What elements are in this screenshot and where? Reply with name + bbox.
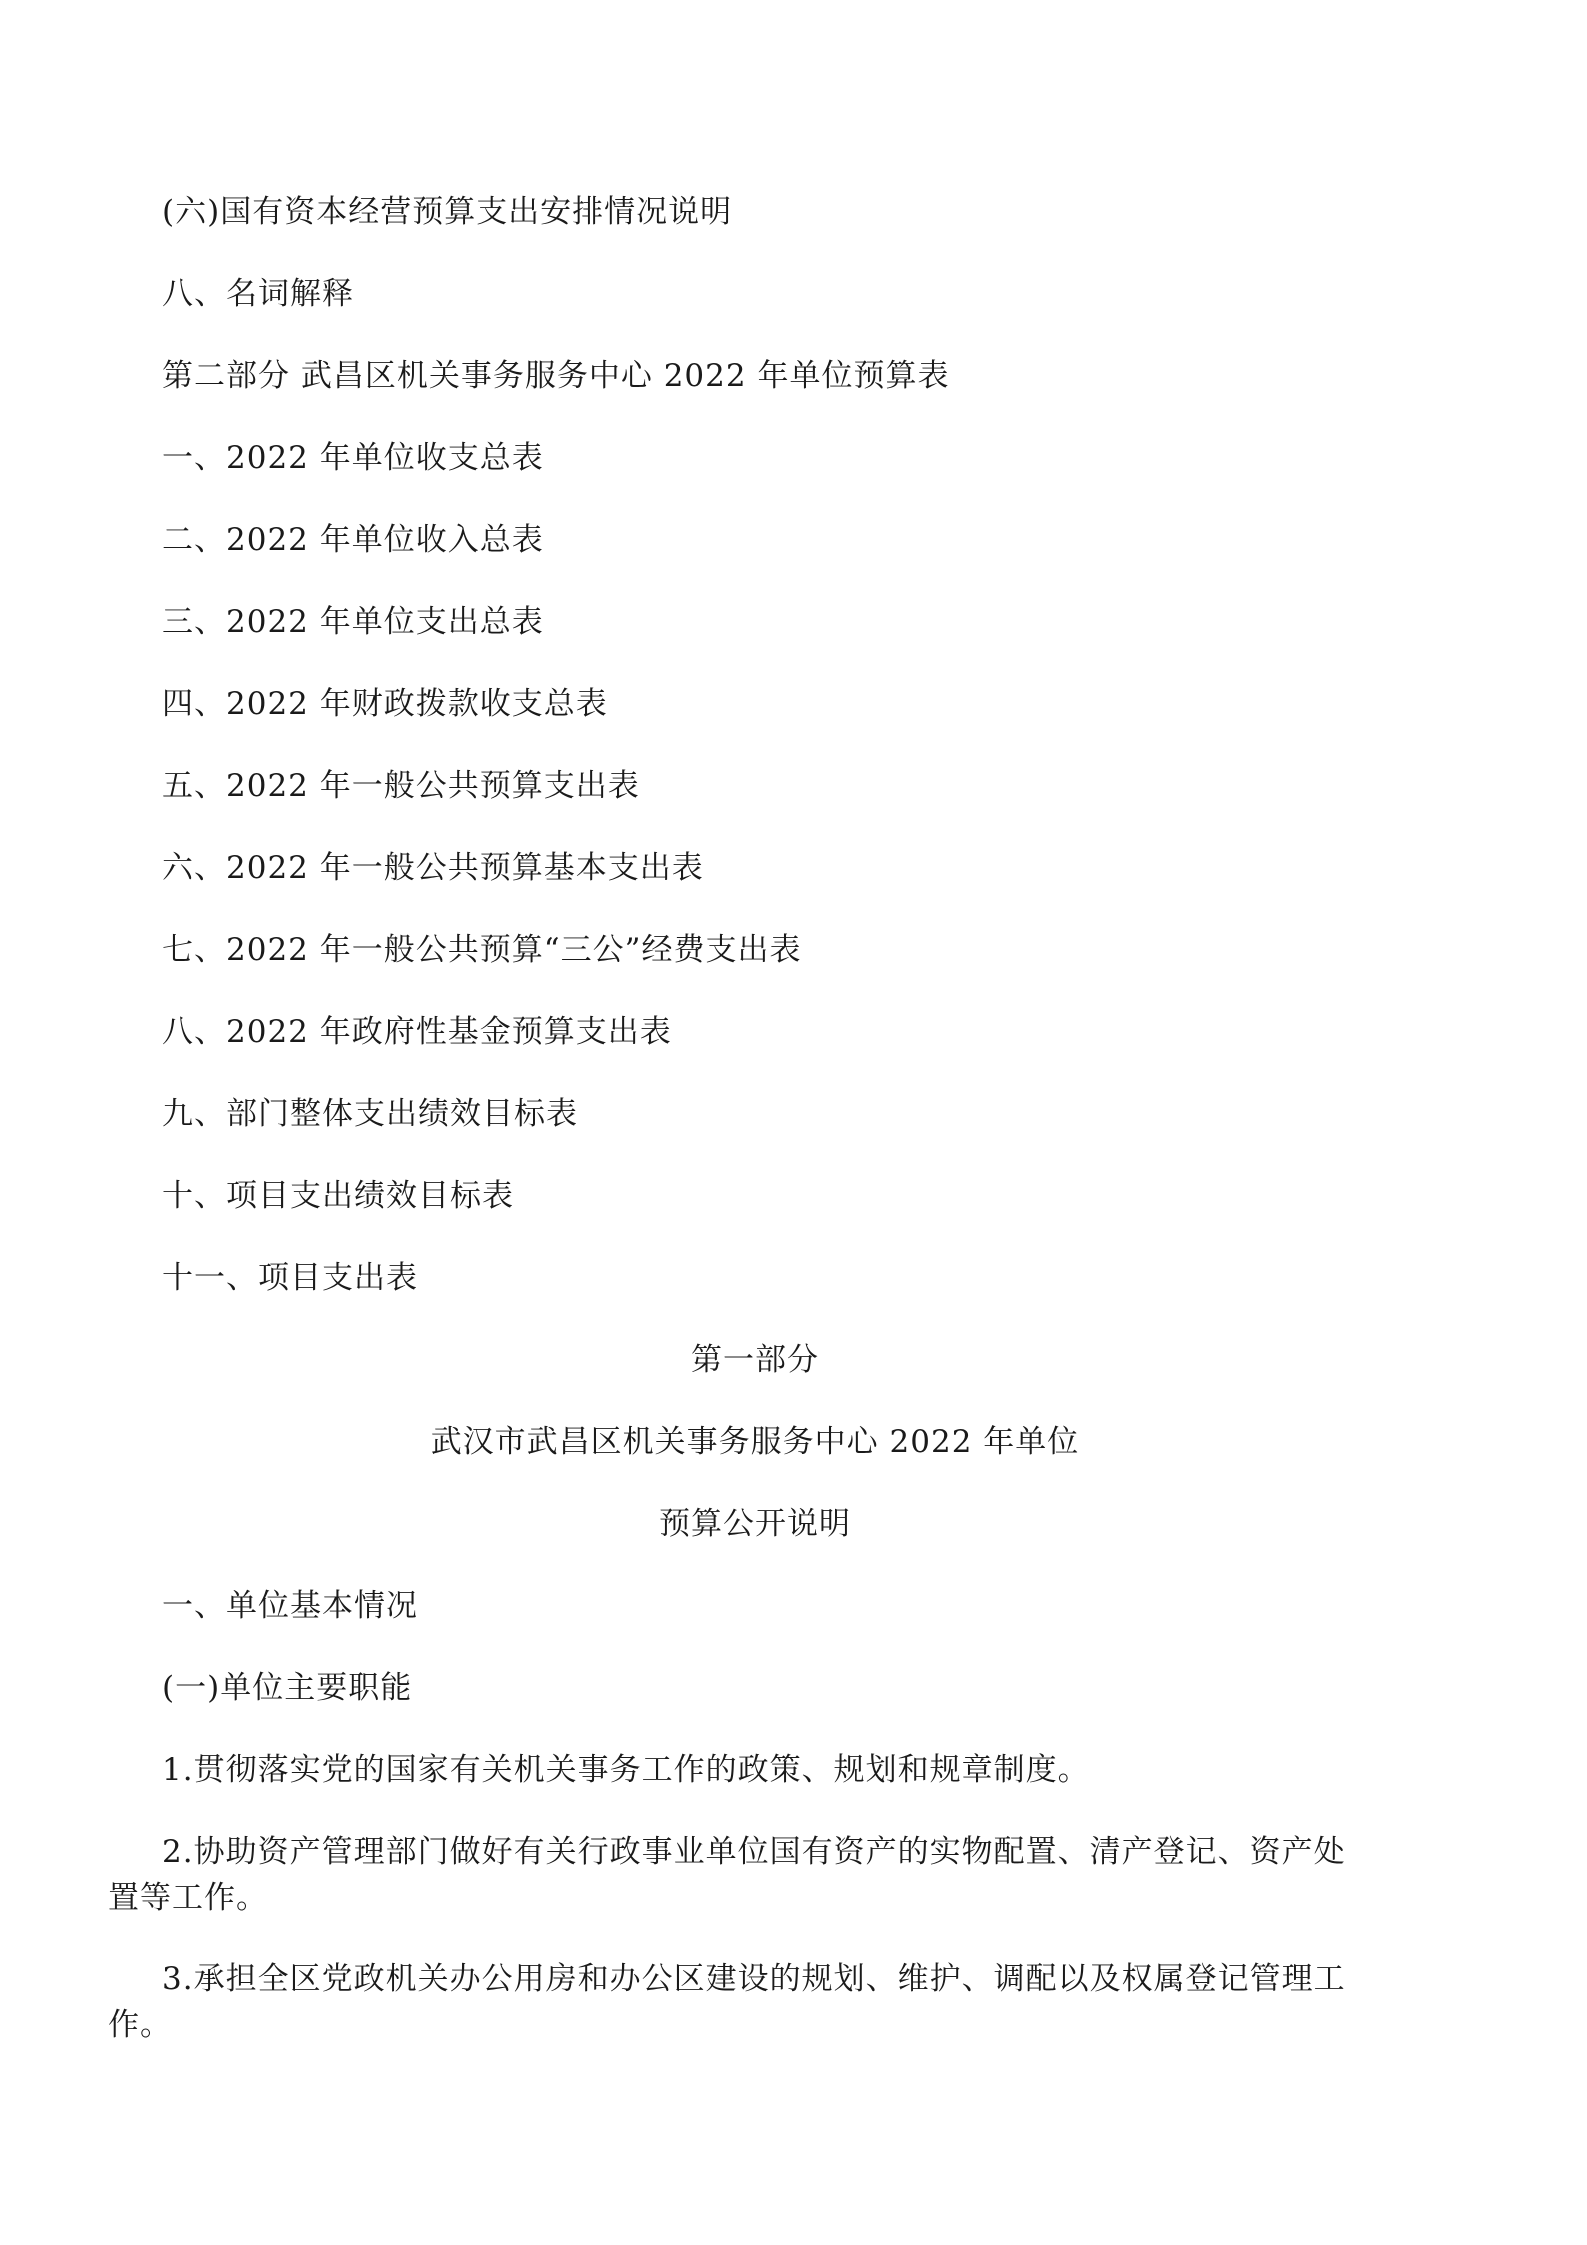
part-title-line-3: 预算公开说明 <box>659 1506 851 1542</box>
toc-item: 四、2022 年财政拨款收支总表 <box>162 686 608 722</box>
body-paragraph: 2.协助资产管理部门做好有关行政事业单位国有资产的实物配置、清产登记、资产处置等工作。 <box>108 1834 1346 1916</box>
toc-item: 十一、项目支出表 <box>162 1260 418 1296</box>
subsection-heading: (一)单位主要职能 <box>162 1670 413 1706</box>
toc-item: 一、2022 年单位收支总表 <box>162 440 544 476</box>
toc-item: 八、名词解释 <box>162 276 354 312</box>
body-paragraph: 1.贯彻落实党的国家有关机关事务工作的政策、规划和规章制度。 <box>162 1752 1090 1788</box>
toc-item: 第二部分 武昌区机关事务服务中心 2022 年单位预算表 <box>162 358 950 394</box>
section-heading: 一、单位基本情况 <box>162 1588 418 1624</box>
toc-item: 五、2022 年一般公共预算支出表 <box>162 768 640 804</box>
toc-item: 七、2022 年一般公共预算“三公”经费支出表 <box>162 932 802 968</box>
toc-item: 十、项目支出绩效目标表 <box>162 1178 514 1214</box>
toc-item: 三、2022 年单位支出总表 <box>162 604 544 640</box>
toc-item: (六)国有资本经营预算支出安排情况说明 <box>162 194 733 230</box>
body-paragraph: 3.承担全区党政机关办公用房和办公区建设的规划、维护、调配以及权属登记管理工作。 <box>108 1961 1346 2043</box>
toc-item: 六、2022 年一般公共预算基本支出表 <box>162 850 704 886</box>
part-title-line-2: 武汉市武昌区机关事务服务中心 2022 年单位 <box>430 1424 1080 1460</box>
toc-item: 二、2022 年单位收入总表 <box>162 522 544 558</box>
toc-item: 九、部门整体支出绩效目标表 <box>162 1096 578 1132</box>
part-title-line-1: 第一部分 <box>691 1342 819 1378</box>
toc-item: 八、2022 年政府性基金预算支出表 <box>162 1014 672 1050</box>
